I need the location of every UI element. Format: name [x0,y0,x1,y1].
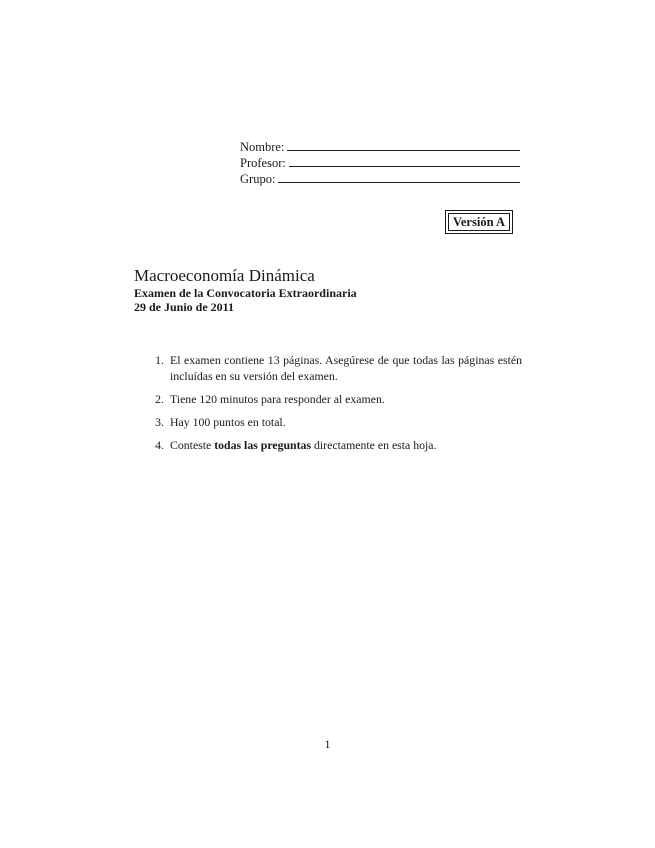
item-text [170,437,522,453]
item-number: 2. [155,392,164,406]
group-label: Grupo: [240,172,276,186]
group-field [240,170,520,186]
instructions-list [140,352,522,460]
group-blank-line [278,172,520,183]
professor-label: Profesor: [240,156,286,170]
item-text-bold: todas las preguntas [214,438,312,452]
list-item [140,391,522,407]
item-text-after: directamente en esta hoja. [311,438,437,452]
item-text: El examen contiene 13 páginas. Asegúrese de que todas las páginas estén incluídas en su versión del examen. [170,353,522,383]
item-number: 4. [155,438,164,452]
item-text-before: Conteste [170,438,215,452]
page-number: 1 [324,737,331,751]
student-info-fields [240,138,520,186]
professor-field [240,154,520,170]
name-field [240,138,520,154]
item-number: 1. [155,353,164,367]
item-number: 3. [155,415,164,429]
course-title: Macroeconomía Dinámica [134,266,315,285]
name-label: Nombre: [240,140,285,154]
title-block [134,266,357,314]
list-item [140,352,522,384]
version-label: Versión A [448,213,510,231]
exam-subtitle: Examen de la Convocatoria Extraordinaria [134,286,357,300]
professor-blank-line [289,156,520,167]
list-item [140,414,522,430]
name-blank-line [287,140,520,151]
item-text: Hay 100 puntos en total. [170,415,286,429]
item-text: Tiene 120 minutos para responder al examen. [170,392,385,406]
version-box [445,210,513,234]
exam-date: 29 de Junio de 2011 [134,300,235,314]
list-item [140,437,522,453]
